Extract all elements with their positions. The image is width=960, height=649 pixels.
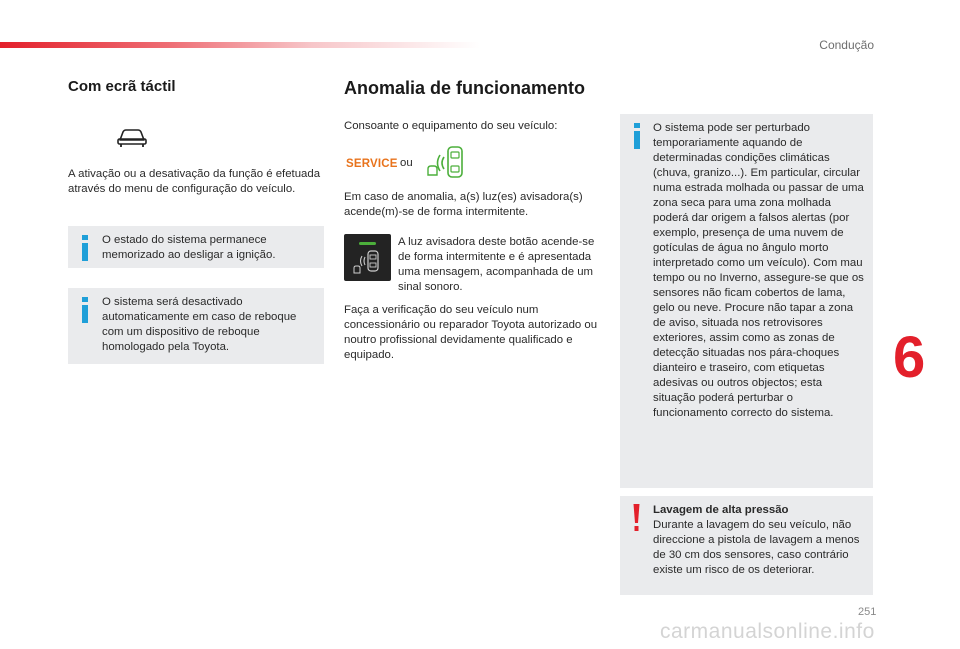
service-warning-icon: SERVICE	[346, 158, 398, 170]
info-note-weather	[620, 114, 873, 488]
note-text: O sistema pode ser perturbado temporariamente aquando de determinadas condições climáticas (chuva, granizo...). Em particular, circular numa estrada molhada ou passar de uma zona seca para uma zona molhada poderá dar origem a falsos alertas (por exemplo, presença de uma nuvem de gotículas de água no ângulo morto interpretado como um veículo). Com mau tempo ou no Inverno, assegure-se que os sensores não ficam cobertos de lama, gelo ou neve. Procure não tapar a zona de aviso, situada nos retrovisores exteriores, assim como as zonas de detecção situadas nos pára-choques dianteiro e traseiro, com etiquetas adesivas ou outros objectos; esta situação poderá perturbar o funcionamento correcto do sistema.	[653, 122, 864, 419]
info-icon	[634, 123, 640, 149]
warning-light-paragraph: A luz avisadora deste botão acende-se de forma intermitente e é apresentada uma mensagem, acompanhada de um sinal sonoro.	[398, 236, 595, 293]
warning-exclamation-icon	[633, 504, 640, 532]
page-number: 251	[858, 606, 877, 618]
section-label: Condução	[819, 38, 874, 52]
section-title-touchscreen: Com ecrã táctil	[68, 78, 176, 95]
warning-content	[653, 503, 865, 578]
warning-title: Lavagem de alta pressão	[653, 504, 789, 516]
chapter-number: 6	[893, 325, 926, 390]
warning-button-icon	[344, 234, 391, 281]
left-title	[68, 78, 324, 95]
car-icon	[114, 123, 150, 149]
info-note-memorized	[68, 226, 324, 268]
activation-paragraph: A ativação ou a desativação da função é efetuada através do menu de configuração do veículo.	[68, 168, 321, 195]
or-label: ou	[400, 157, 413, 169]
blind-spot-indicator-icon	[424, 145, 468, 181]
anomaly-paragraph: Em caso de anomalia, a(s) luz(es) avisadora(s) acende(m)-se de forma intermitente.	[344, 191, 583, 218]
watermark: carmanualsonline.info	[660, 620, 875, 643]
warning-text: Durante a lavagem do seu veículo, não direccione a pistola de lavagem a menos de 30 cm dos sensores, caso contrário existe um risco de os deteriorar.	[653, 519, 860, 576]
note-text: O sistema será desactivado automaticamente em caso de reboque com um dispositivo de reboque homologado pela Toyota.	[102, 296, 297, 353]
sensor-button-icon	[344, 234, 391, 281]
section-title-malfunction: Anomalia de funcionamento	[344, 78, 586, 98]
info-icon	[82, 235, 88, 261]
equipment-intro: Consoante o equipamento do seu veículo:	[344, 120, 558, 132]
info-note-towing	[68, 288, 324, 364]
info-icon	[82, 297, 88, 323]
warning-note-pressure-washing	[620, 496, 873, 595]
note-text: O estado do sistema permanece memorizado ao desligar a ignição.	[102, 234, 276, 261]
dealer-check-paragraph: Faça a verificação do seu veículo num concessionário ou reparador Toyota autorizado ou noutro profissional devidamente qualificado e equipado.	[344, 304, 598, 361]
header-accent-bar	[0, 42, 480, 48]
